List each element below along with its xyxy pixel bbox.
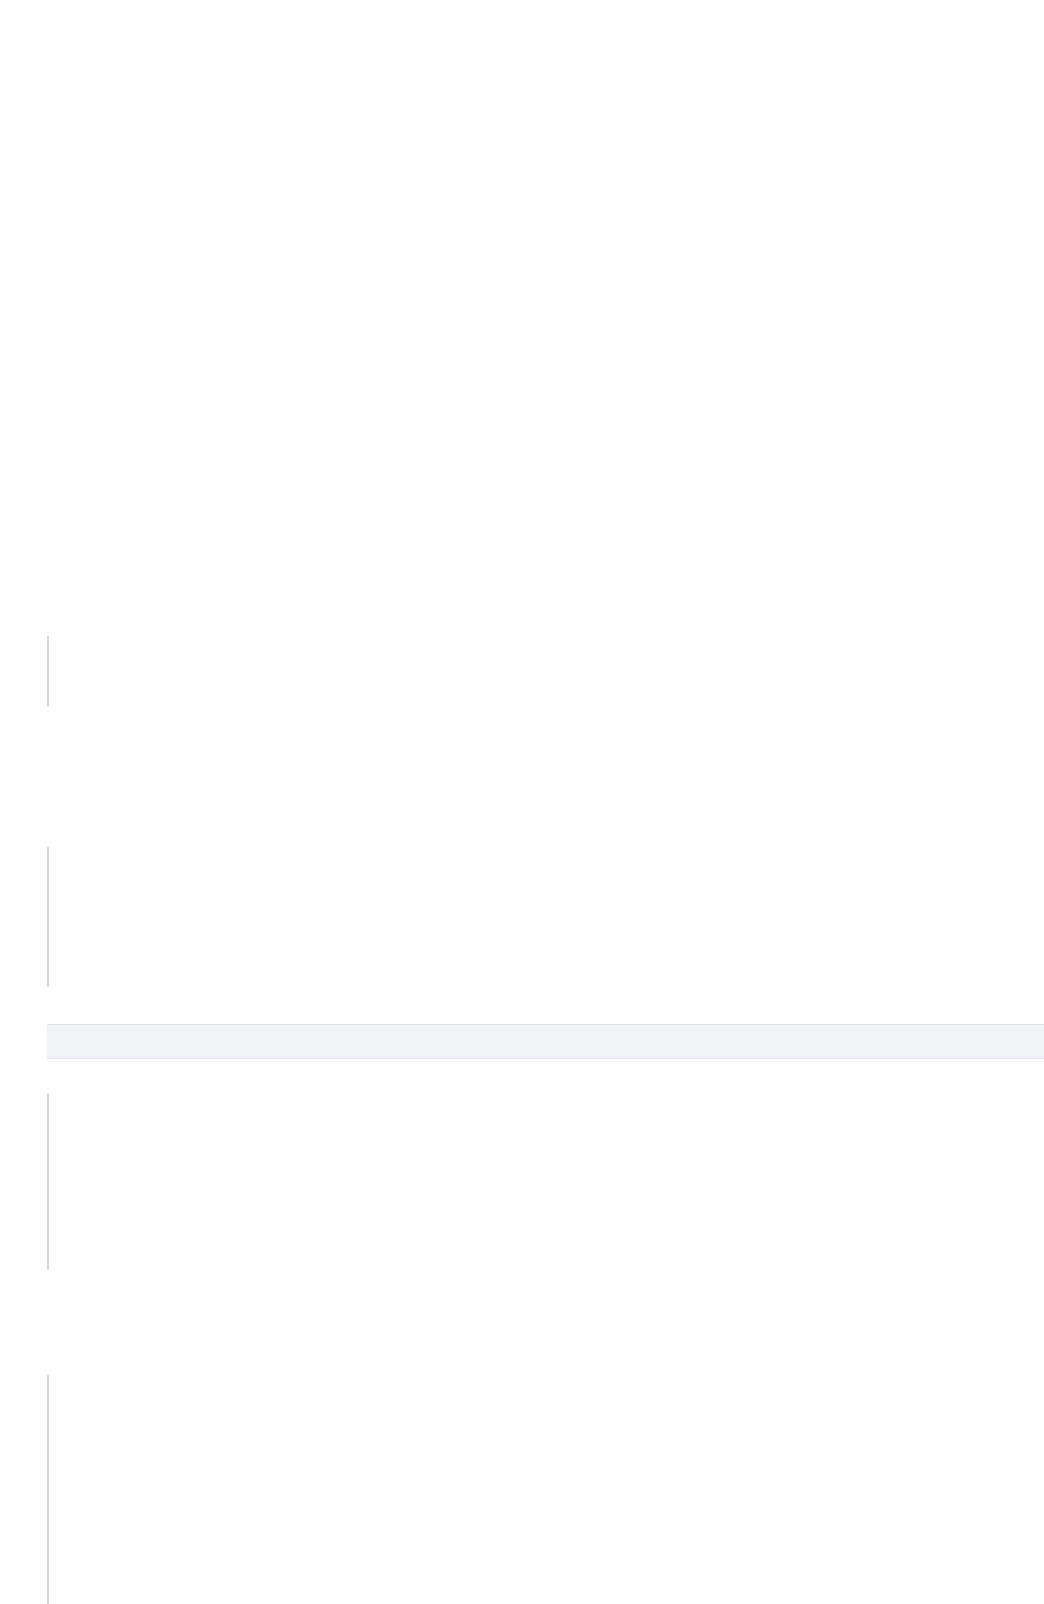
slide3-component [104, 918, 1044, 953]
slide1-heading-line [47, 390, 1044, 425]
slide1-item-title [47, 425, 1044, 460]
indent-guide [47, 1375, 49, 1604]
style-item-preset [47, 109, 1044, 144]
slide5-act1-line [104, 1446, 1044, 1481]
indent-guide [47, 636, 49, 706]
slide2-points-key-line [47, 601, 1044, 636]
slide5-heading-line [47, 1305, 1044, 1340]
slide4-step [104, 1094, 1044, 1129]
slide2-point [104, 636, 1044, 671]
indent-guide [47, 1094, 49, 1270]
slide3-components-key-line [47, 812, 1044, 847]
style-heading-line [47, 74, 1044, 109]
slide5-act2-line [104, 1481, 1044, 1516]
slide3-component [104, 847, 1044, 882]
slide5-think-line [104, 1410, 1044, 1445]
slide3-component [104, 953, 1044, 988]
slide1-item-subtitle [47, 460, 1044, 495]
slide1-item-visual [47, 496, 1044, 531]
horizontal-rule [47, 249, 1044, 284]
style-item-audience [47, 179, 1044, 214]
slide4-step [104, 1129, 1044, 1164]
slide4-step [104, 1164, 1044, 1199]
slide3-heading-line [47, 777, 1044, 812]
slide2-point [104, 671, 1044, 706]
slide3-component [104, 882, 1044, 917]
slide5-report-line [104, 1516, 1044, 1551]
slide4-heading-line[interactable] [47, 1024, 1044, 1059]
slide5-flow-key-line [47, 1340, 1044, 1375]
slide5-user-line [104, 1375, 1044, 1410]
indent-guide [47, 847, 49, 987]
style-item-color [47, 144, 1044, 179]
outline-heading-line [47, 320, 1044, 355]
slide4-loop-key-line [47, 1059, 1044, 1094]
slide4-step [104, 1199, 1044, 1234]
slide4-step [104, 1235, 1044, 1270]
doc-title-line [47, 4, 1044, 39]
slide2-heading-line [47, 566, 1044, 601]
slide2-quote-line [47, 707, 1044, 742]
